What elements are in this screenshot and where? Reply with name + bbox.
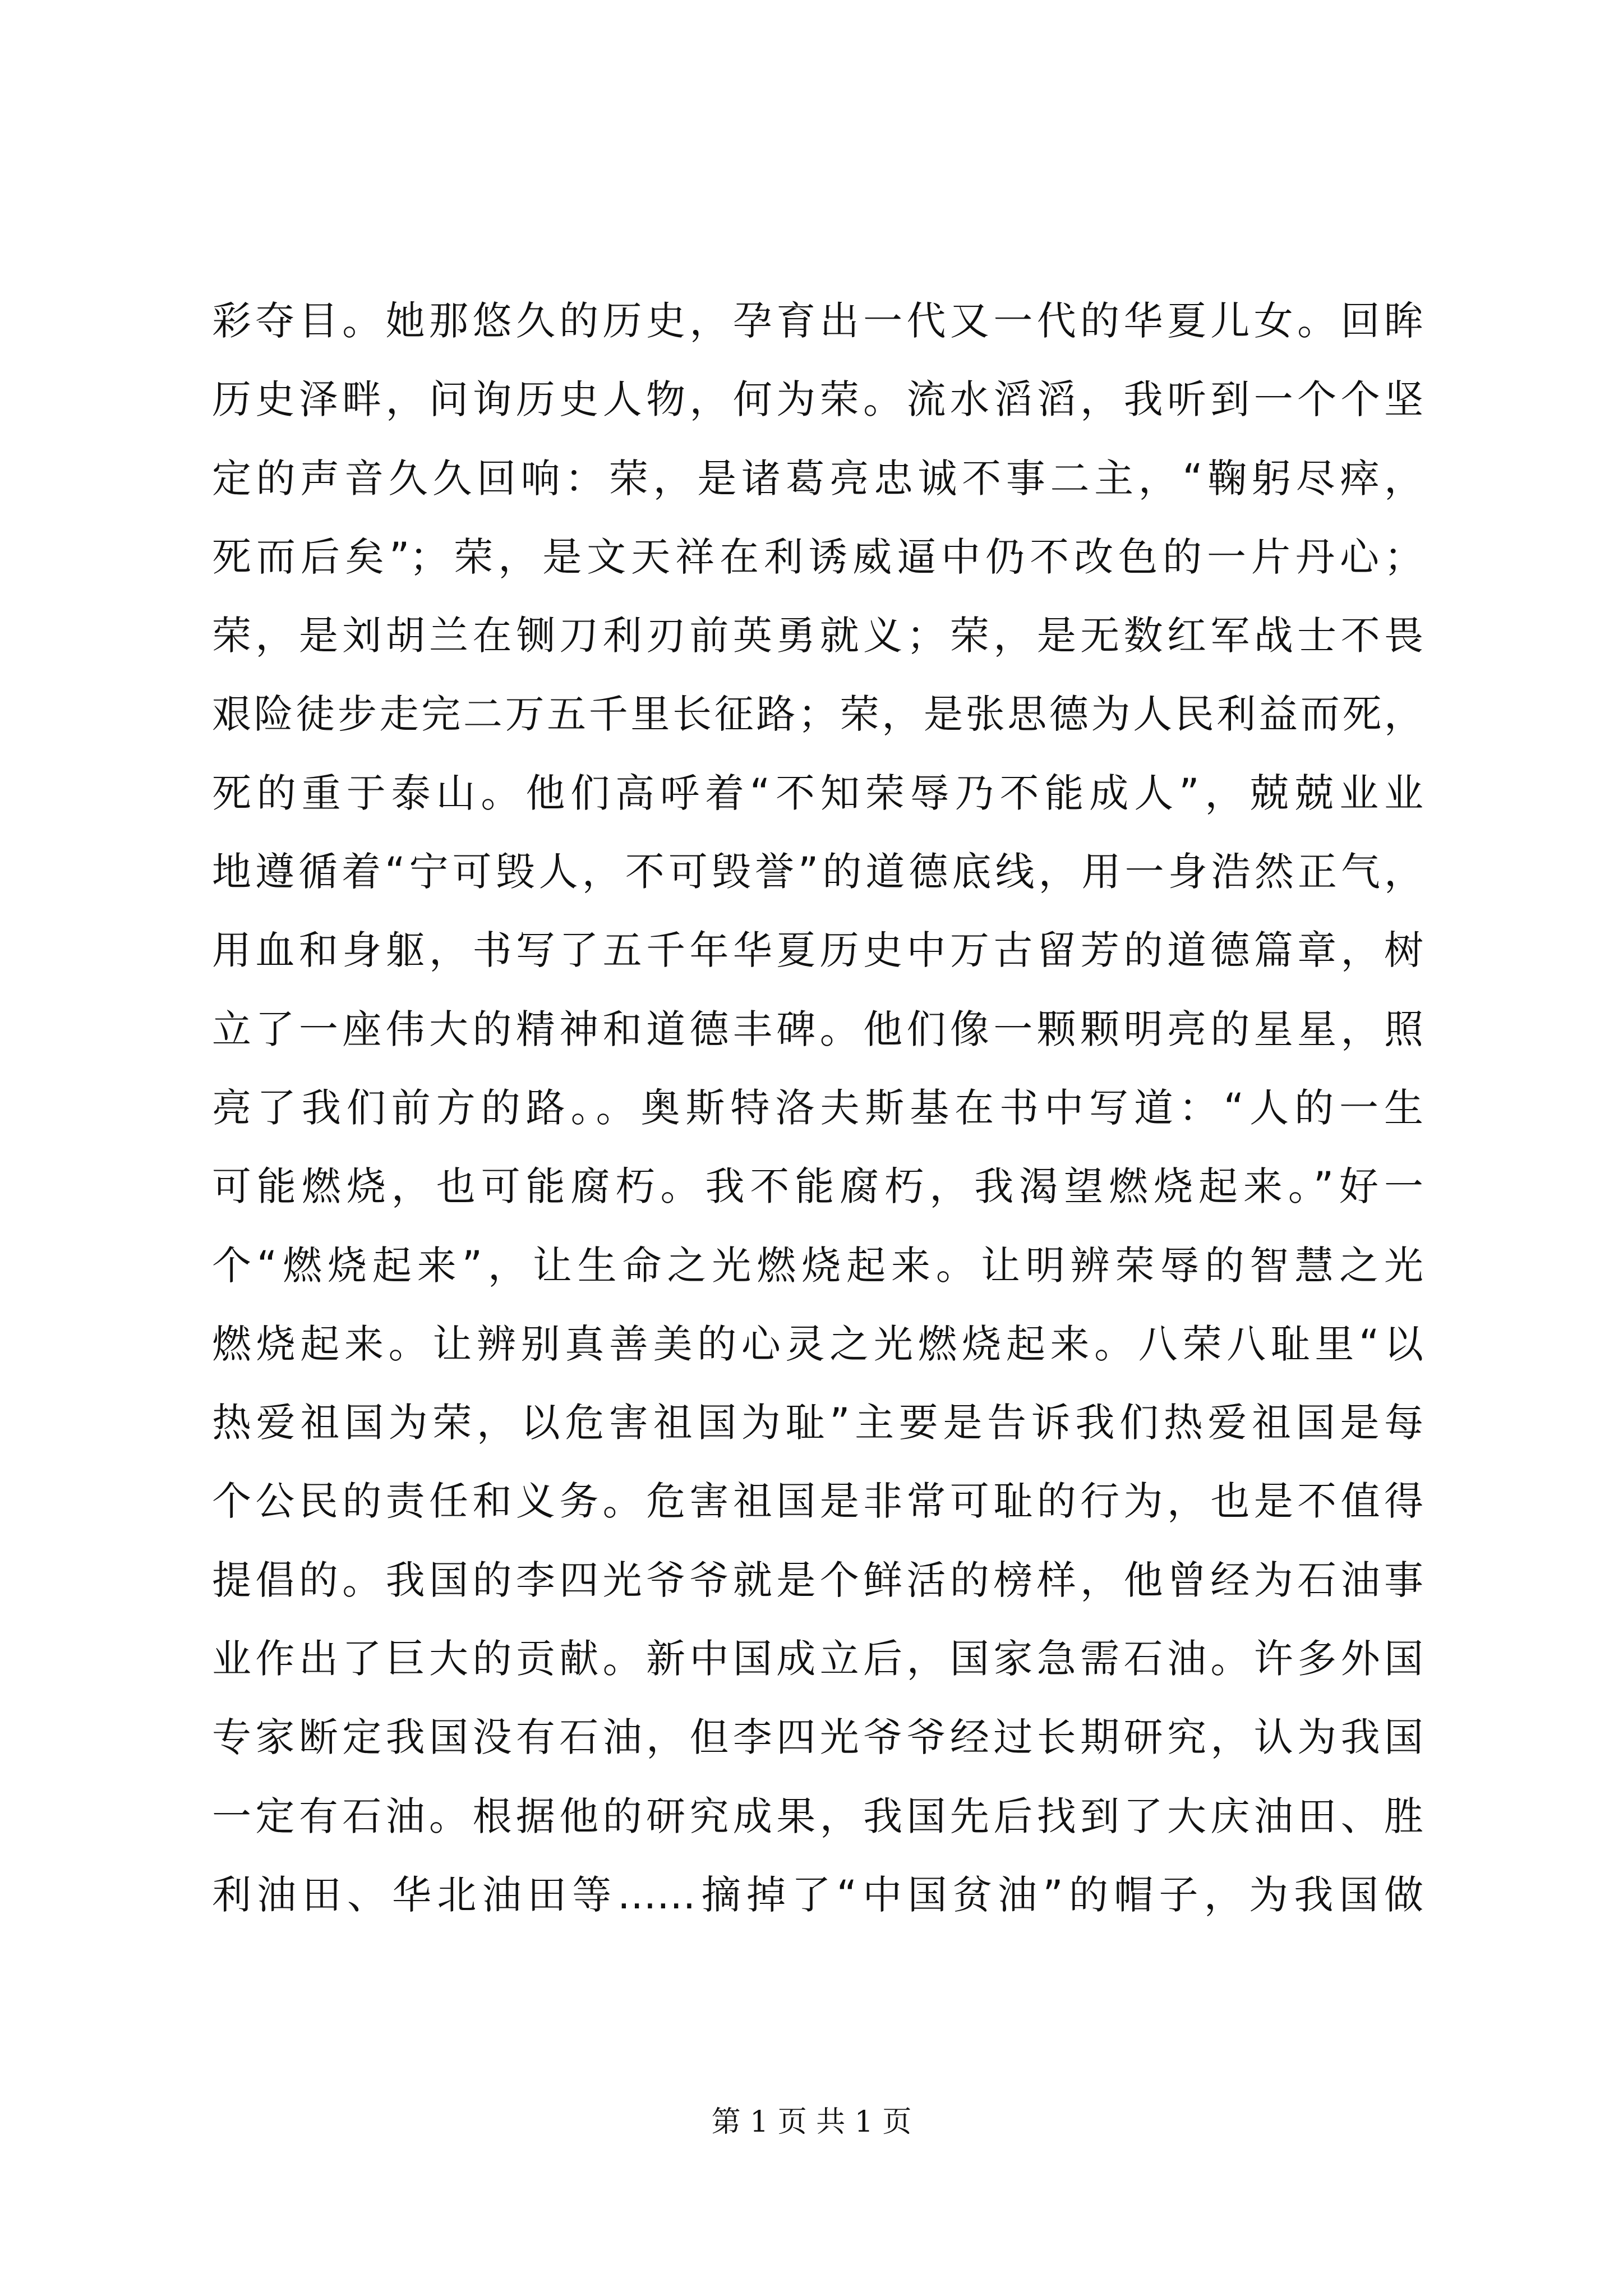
text-line: 燃烧起来。让辨别真善美的心灵之光燃烧起来。八荣八耻里“以 (212, 1320, 1423, 1367)
text-line: 地遵循着“宁可毁人，不可毁誉”的道德底线，用一身浩然正气， (212, 849, 1423, 895)
text-line: 死而后矣”；荣，是文天祥在利诱威逼中仍不改色的一片丹心； (212, 533, 1423, 580)
text-line: 利油田、华北油田等……摘掉了“中国贫油”的帽子，为我国做 (212, 1871, 1423, 1918)
text-line: 死的重于泰山。他们高呼着“不知荣辱乃不能成人”，兢兢业业 (212, 770, 1423, 816)
page-number-label: 第 1 页 共 1 页 (711, 2105, 912, 2139)
text-line: 业作出了巨大的贡献。新中国成立后，国家急需石油。许多外国 (212, 1636, 1423, 1682)
text-line: 可能燃烧，也可能腐朽。我不能腐朽，我渴望燃烧起来。”好一 (212, 1163, 1423, 1210)
page-footer (0, 2098, 1623, 2140)
text-line: 彩夺目。她那悠久的历史，孕育出一代又一代的华夏儿女。回眸 (212, 298, 1423, 344)
text-line: 个公民的责任和义务。危害祖国是非常可耻的行为，也是不值得 (212, 1478, 1423, 1525)
text-line: 荣，是刘胡兰在铡刀利刃前英勇就义；荣，是无数红军战士不畏 (212, 613, 1423, 659)
text-line: 一定有石油。根据他的研究成果，我国先后找到了大庆油田、胜 (212, 1793, 1423, 1839)
text-line: 提倡的。我国的李四光爷爷就是个鲜活的榜样，他曾经为石油事 (212, 1557, 1423, 1603)
text-line: 专家断定我国没有石油，但李四光爷爷经过长期研究，认为我国 (212, 1714, 1423, 1761)
text-line: 亮了我们前方的路。。奥斯特洛夫斯基在书中写道：“人的一生 (212, 1084, 1423, 1131)
text-line: 用血和身躯，书写了五千年华夏历史中万古留芳的道德篇章，树 (212, 927, 1423, 974)
text-line: 立了一座伟大的精神和道德丰碑。他们像一颗颗明亮的星星，照 (212, 1006, 1423, 1052)
text-line: 热爱祖国为荣，以危害祖国为耻”主要是告诉我们热爱祖国是每 (212, 1400, 1423, 1446)
text-line: 艰险徒步走完二万五千里长征路；荣，是张思德为人民利益而死， (212, 691, 1423, 738)
text-line: 个“燃烧起来”，让生命之光燃烧起来。让明辨荣辱的智慧之光 (212, 1242, 1423, 1289)
body-paragraph (212, 282, 1423, 1934)
text-line: 定的声音久久回响：荣，是诸葛亮忠诚不事二主，“鞠躬尽瘁， (212, 455, 1423, 501)
text-line: 历史泽畔，问询历史人物，何为荣。流水滔滔，我听到一个个坚 (212, 376, 1423, 423)
